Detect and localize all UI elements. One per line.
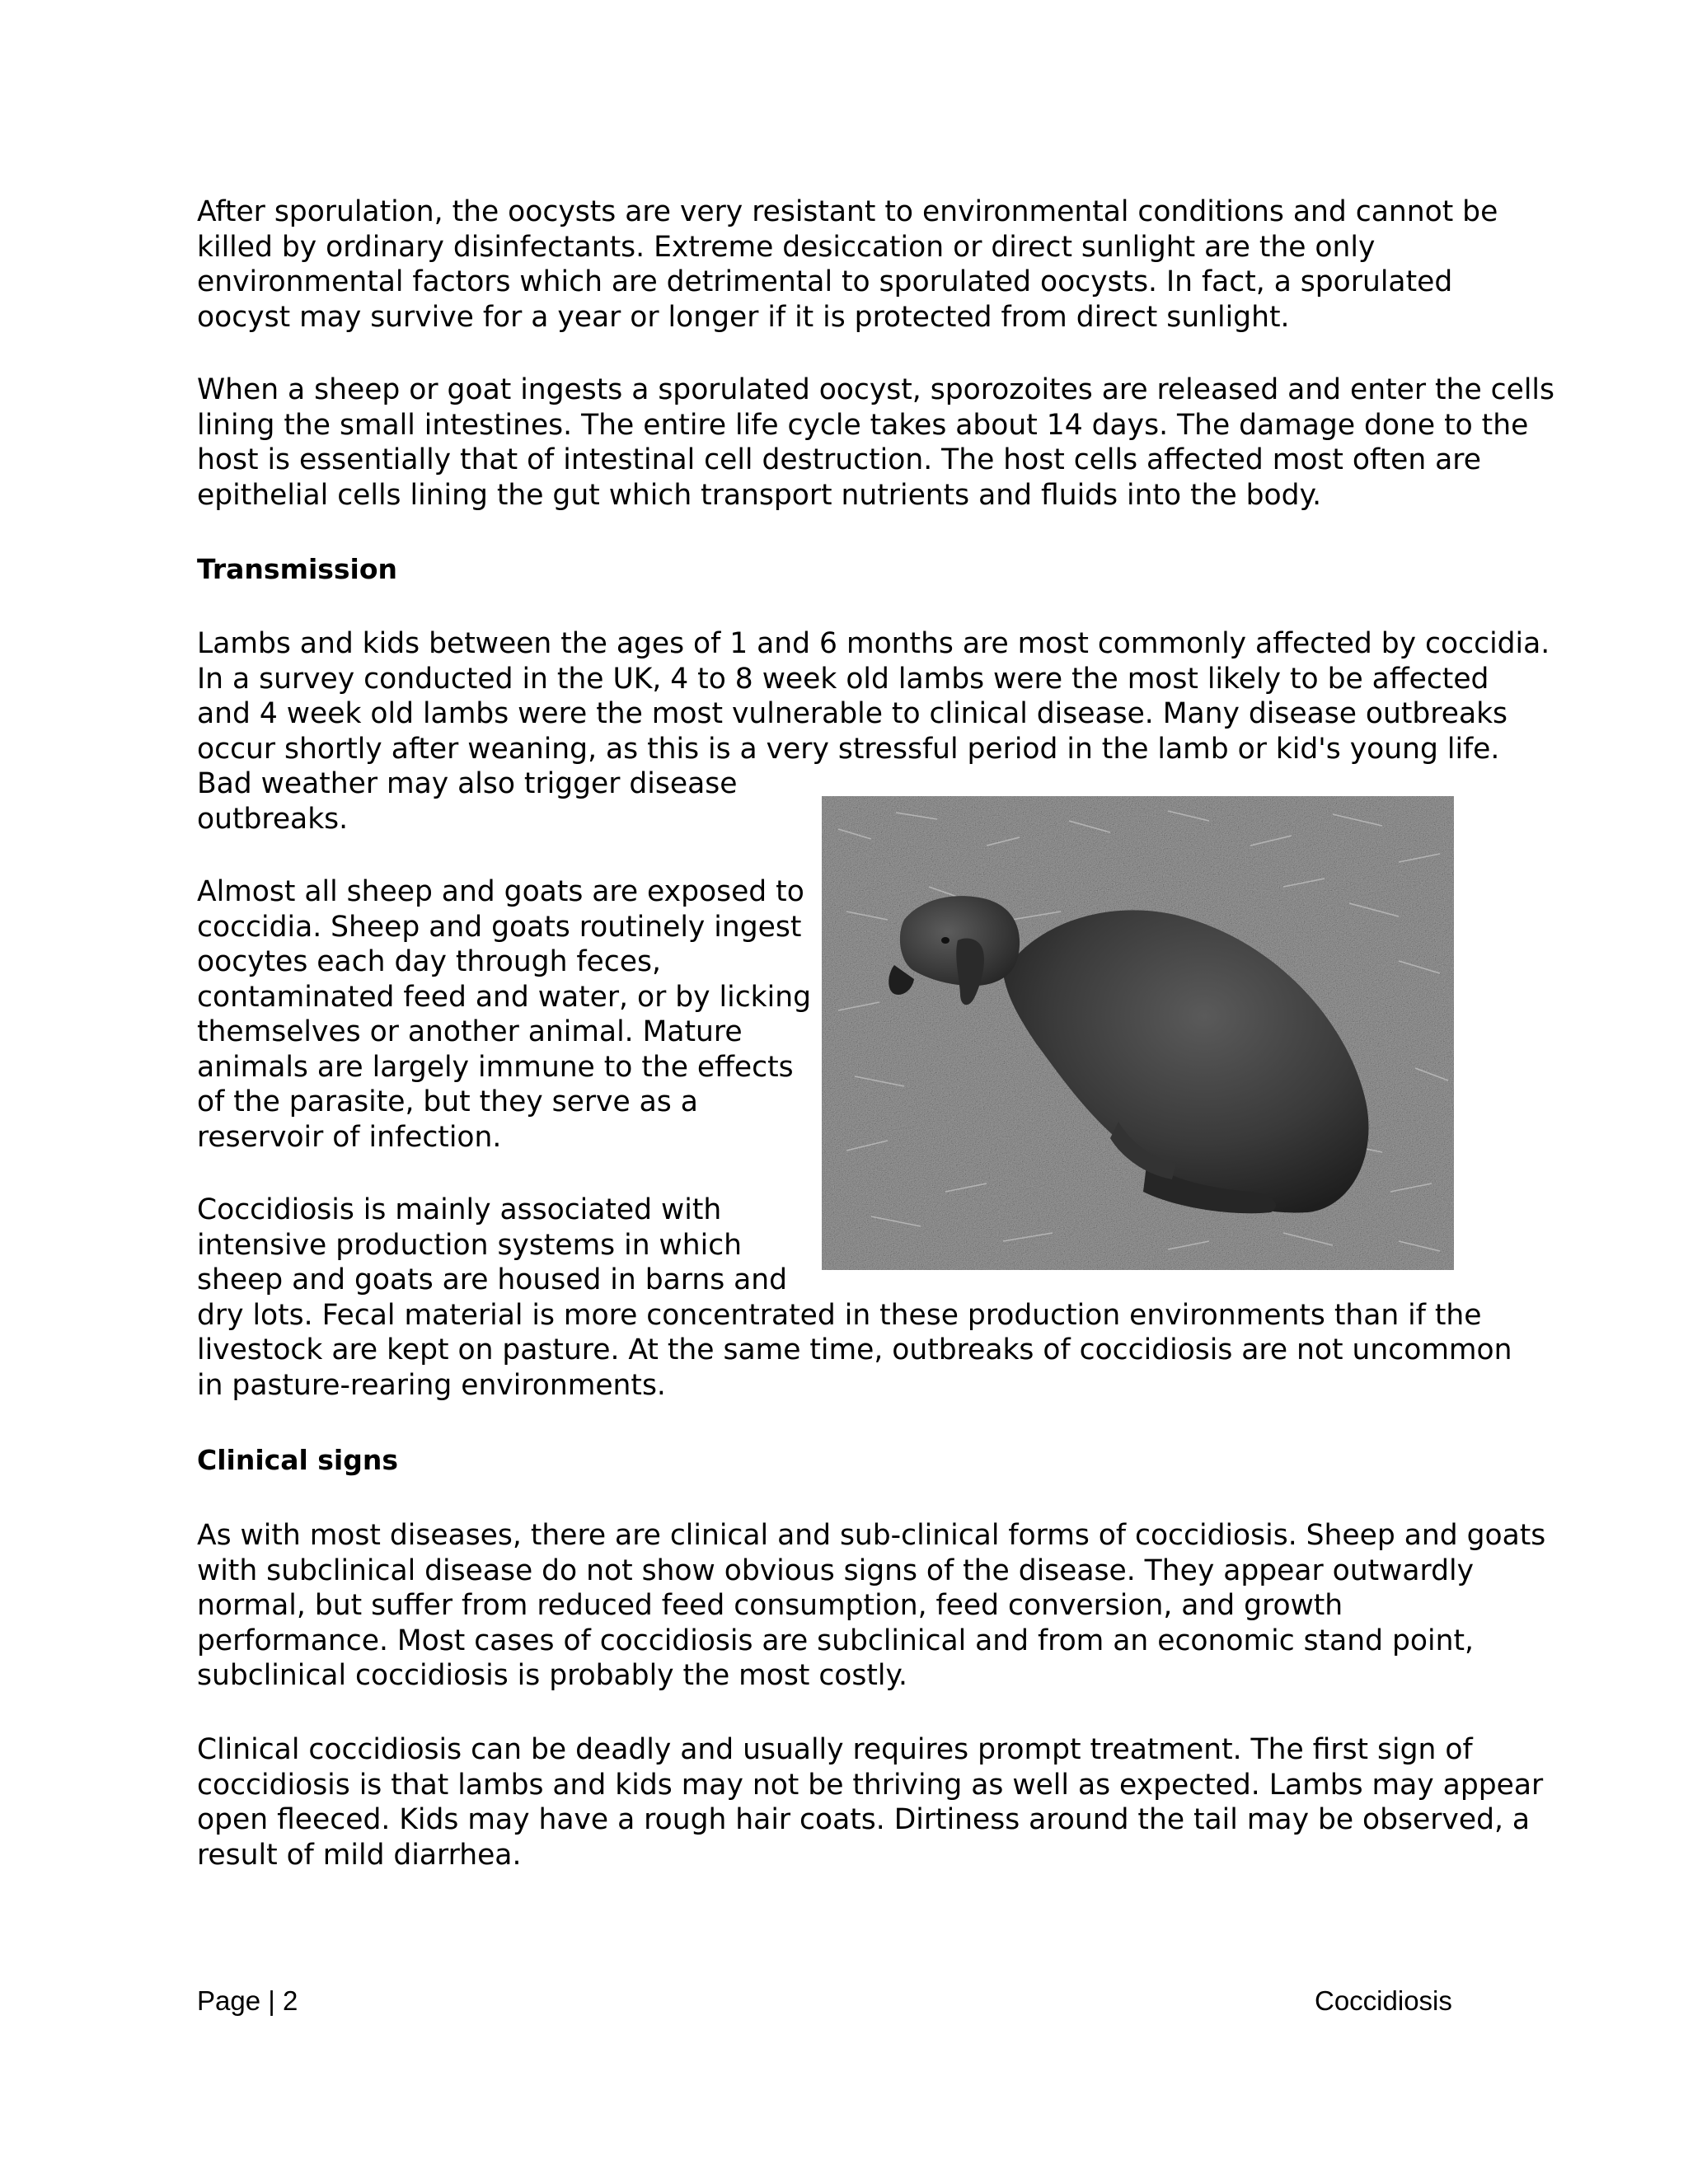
text-line: occur shortly after weaning, as this is a very stressful period in the lamb or kid's young life. [197, 732, 1500, 766]
text-line: Bad weather may also trigger disease [197, 767, 738, 800]
text-line: killed by ordinary disinfectants. Extreme desiccation or direct sunlight are the only [197, 230, 1376, 264]
text-line: subclinical coccidiosis is probably the most costly. [197, 1659, 907, 1692]
heading-clinical-signs: Clinical signs [197, 1444, 398, 1476]
footer-document-title: Coccidiosis [1315, 1985, 1452, 2016]
text-line: performance. Most cases of coccidiosis are subclinical and from an economic stand point, [197, 1624, 1474, 1657]
text-line: reservoir of infection. [197, 1120, 502, 1154]
text-line: outbreaks. [197, 802, 349, 836]
text-line: epithelial cells lining the gut which transport nutrients and fluids into the body. [197, 478, 1322, 512]
text-line: dry lots. Fecal material is more concentrated in these production environments than if the [197, 1298, 1482, 1332]
text-line: lining the small intestines. The entire life cycle takes about 14 days. The damage done to the [197, 408, 1529, 442]
text-line: with subclinical disease do not show obvious signs of the disease. They appear outwardly [197, 1554, 1475, 1587]
text-line: contaminated feed and water, or by licking [197, 980, 812, 1014]
text-line: of the parasite, but they serve as a [197, 1085, 698, 1118]
text-line: Coccidiosis is mainly associated with [197, 1193, 722, 1226]
heading-transmission: Transmission [197, 553, 398, 585]
footer-page-number: Page | 2 [197, 1985, 298, 2016]
text-line: When a sheep or goat ingests a sporulated oocyst, sporozoites are released and enter the cells [197, 373, 1554, 406]
text-line: In a survey conducted in the UK, 4 to 8 week old lambs were the most likely to be affected [197, 662, 1489, 696]
text-line: As with most diseases, there are clinical and sub-clinical forms of coccidiosis. Sheep and goats [197, 1519, 1546, 1552]
text-line: After sporulation, the oocysts are very resistant to environmental conditions and cannot be [197, 195, 1498, 228]
lamb-photo [822, 796, 1454, 1270]
text-line: coccidiosis is that lambs and kids may not be thriving as well as expected. Lambs may appear [197, 1768, 1544, 1802]
paragraph-sporulation [197, 194, 1499, 335]
text-line: livestock are kept on pasture. At the same time, outbreaks of coccidiosis are not uncommon [197, 1333, 1512, 1366]
text-line: intensive production systems in which [197, 1228, 743, 1262]
text-line: open fleeced. Kids may have a rough hair coats. Dirtiness around the tail may be observed, a [197, 1803, 1531, 1836]
paragraph-clinical-forms [197, 1518, 1546, 1694]
text-line: normal, but suffer from reduced feed consumption, feed conversion, and growth [197, 1589, 1343, 1622]
text-line: environmental factors which are detrimental to sporulated oocysts. In fact, a sporulated [197, 265, 1453, 298]
text-line: oocytes each day through feces, [197, 945, 661, 978]
text-line: oocyst may survive for a year or longer if it is protected from direct sunlight. [197, 300, 1290, 334]
text-line: themselves or another animal. Mature [197, 1015, 743, 1048]
paragraph-clinical-coccidiosis [197, 1732, 1544, 1872]
paragraph-life-cycle [197, 373, 1554, 513]
text-line: Lambs and kids between the ages of 1 and 6 months are most commonly affected by coccidia. [197, 627, 1550, 660]
text-line: animals are largely immune to the effects [197, 1050, 794, 1084]
text-line: and 4 week old lambs were the most vulnerable to clinical disease. Many disease outbreaks [197, 697, 1508, 730]
text-line: coccidia. Sheep and goats routinely ingest [197, 910, 802, 944]
text-line: result of mild diarrhea. [197, 1838, 522, 1872]
text-line: in pasture-rearing environments. [197, 1368, 666, 1402]
text-line: Almost all sheep and goats are exposed to [197, 875, 804, 908]
text-line: sheep and goats are housed in barns and [197, 1263, 788, 1296]
text-line: Clinical coccidiosis can be deadly and usually requires prompt treatment. The first sign of [197, 1733, 1473, 1766]
text-line: host is essentially that of intestinal cell destruction. The host cells affected most often are [197, 443, 1481, 476]
